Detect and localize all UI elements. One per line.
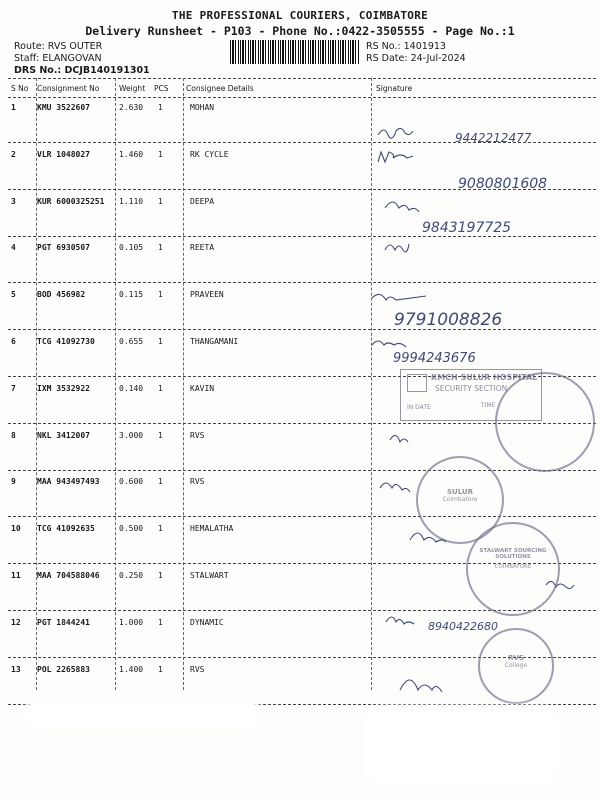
row-pcs: 1 — [158, 430, 163, 440]
row-weight: 2.630 — [119, 103, 144, 112]
col-consignment: Consignment No — [37, 84, 100, 93]
row-sno: 7 — [11, 383, 16, 393]
row-weight: 0.250 — [119, 571, 144, 580]
row-sno: 11 — [11, 571, 21, 580]
col-weight: Weight — [119, 84, 146, 93]
stalwart-stamp-city: COIMBATORE — [494, 564, 532, 570]
row-sno: 5 — [11, 290, 16, 300]
staff-label: Staff: ELANGOVAN — [14, 53, 102, 64]
route-label: Route: RVS OUTER — [14, 41, 103, 52]
rvs-stamp-name: RVS — [508, 654, 524, 662]
row-pcs: 1 — [158, 524, 163, 534]
handwritten-phone: 9080801608 — [458, 176, 548, 192]
col-signature: Signature — [376, 84, 413, 93]
drs-number: DRS No.: DCJB140191301 — [14, 65, 150, 76]
row-consignee: THANGAMANI — [190, 337, 239, 346]
row-consignee: DYNAMIC — [190, 617, 224, 627]
row-consignee: DEEPA — [190, 196, 215, 206]
row-weight: 1.460 — [119, 149, 144, 159]
row-pcs: 1 — [158, 337, 163, 346]
row-consignee: REETA — [190, 243, 215, 253]
signature-scribble — [378, 152, 413, 162]
row-weight: 0.105 — [119, 243, 144, 253]
signature-scribble — [385, 202, 419, 212]
redacted-area — [372, 712, 552, 782]
row-sno: 6 — [11, 337, 16, 346]
rvs-stamp-subtitle: College — [504, 662, 528, 669]
row-consignee: RVS — [190, 430, 205, 440]
row-weight: 1.400 — [119, 664, 144, 674]
row-sno: 4 — [11, 243, 16, 253]
row-weight: 0.655 — [119, 337, 144, 346]
company-title: THE PROFESSIONAL COURIERS, COIMBATORE — [171, 9, 429, 22]
row-consignee: RVS — [190, 477, 205, 487]
row-pcs: 1 — [158, 149, 163, 159]
row-consignment-no: NKL 3412007 — [37, 430, 90, 440]
kmch-logo-icon — [407, 374, 427, 392]
kmch-stamp-time: TIME — [481, 402, 496, 409]
rvs-college-stamp — [478, 628, 554, 704]
signature-scribble — [385, 244, 409, 252]
kmch-stamp-subtitle: SECURITY SECTION — [435, 384, 508, 393]
row-sno: 9 — [11, 477, 16, 487]
rs-date: RS Date: 24-Jul-2024 — [366, 53, 466, 64]
row-consignment-no: TCG 41092730 — [37, 337, 95, 346]
row-weight: 0.140 — [119, 383, 144, 393]
row-pcs: 1 — [158, 103, 163, 112]
row-pcs: 1 — [158, 383, 163, 393]
row-consignment-no: MAA 704588046 — [37, 571, 100, 580]
row-weight: 1.000 — [119, 617, 144, 627]
row-consignee: PRAVEEN — [190, 290, 224, 300]
rs-number: RS No.: 1401913 — [366, 41, 446, 52]
row-weight: 0.600 — [119, 477, 144, 487]
row-consignment-no: KMU 3522607 — [37, 103, 90, 112]
row-pcs: 1 — [158, 664, 163, 674]
row-sno: 1 — [11, 103, 16, 112]
sulur-stamp-subtitle: Coimbatore — [442, 496, 478, 503]
row-sno: 8 — [11, 430, 16, 440]
row-consignee: KAVIN — [190, 383, 215, 393]
handwritten-phone: 9994243676 — [393, 351, 476, 366]
row-pcs: 1 — [158, 477, 163, 487]
row-sno: 2 — [11, 149, 16, 159]
row-consignee: HEMALATHA — [190, 524, 234, 534]
signature-scribble — [372, 341, 406, 347]
row-sno: 13 — [11, 664, 21, 674]
row-weight: 0.500 — [119, 524, 144, 534]
signature-scribble — [380, 483, 410, 492]
signature-scribble — [386, 617, 414, 624]
runsheet-title: Delivery Runsheet - P103 - Phone No.:0422-3505555 - Page No.:1 — [85, 24, 515, 38]
sulur-stamp-city: SULUR — [446, 488, 473, 496]
row-pcs: 1 — [158, 243, 163, 253]
handwritten-phone: 9442212477 — [455, 131, 532, 145]
row-consignment-no: VLR 1048027 — [37, 149, 90, 159]
row-consignment-no: BOD 456982 — [37, 290, 86, 300]
stalwart-round-stamp — [466, 522, 560, 616]
row-consignment-no: POL 2265883 — [37, 664, 90, 674]
signature-scribble — [390, 435, 408, 442]
kmch-stamp-title: KMCH SULUR HOSPITAL — [431, 373, 538, 382]
row-consignment-no: PGT 1844241 — [37, 617, 90, 627]
signature-scribble — [378, 128, 413, 138]
row-pcs: 1 — [158, 290, 163, 300]
row-pcs: 1 — [158, 196, 163, 206]
redacted-area — [28, 702, 258, 726]
kmch-stamp-date: IN DATE — [407, 404, 431, 411]
row-sno: 12 — [11, 617, 21, 627]
handwritten-phone: 8940422680 — [428, 620, 498, 633]
stalwart-stamp-text: STALWART SOURCING SOLUTIONS — [479, 548, 547, 560]
handwritten-phone: 9843197725 — [422, 220, 512, 236]
row-consignment-no: MAA 943497493 — [37, 477, 100, 487]
row-consignee: MOHAN — [190, 103, 215, 112]
row-consignment-no: TCG 41092635 — [37, 524, 95, 534]
row-consignee: RK CYCLE — [190, 149, 229, 159]
row-consignment-no: PGT 6930507 — [37, 243, 90, 253]
col-pcs: PCS — [154, 84, 169, 93]
col-sno: S No — [11, 84, 29, 93]
school-round-stamp — [495, 372, 595, 472]
row-weight: 0.115 — [119, 290, 144, 300]
signature-scribble — [400, 680, 442, 692]
col-consignee: Consignee Details — [186, 84, 254, 93]
row-sno: 3 — [11, 196, 16, 206]
row-sno: 10 — [11, 524, 21, 534]
handwritten-phone: 9791008826 — [394, 310, 503, 330]
row-consignment-no: IXM 3532922 — [37, 383, 90, 393]
row-weight: 3.000 — [119, 430, 144, 440]
row-pcs: 1 — [158, 571, 163, 580]
row-consignment-no: KUR 6000325251 — [37, 196, 105, 206]
row-consignee: STALWART — [190, 571, 229, 580]
row-weight: 1.110 — [119, 196, 144, 206]
row-consignee: RVS — [190, 664, 205, 674]
signature-scribble — [372, 294, 426, 300]
row-pcs: 1 — [158, 617, 163, 627]
